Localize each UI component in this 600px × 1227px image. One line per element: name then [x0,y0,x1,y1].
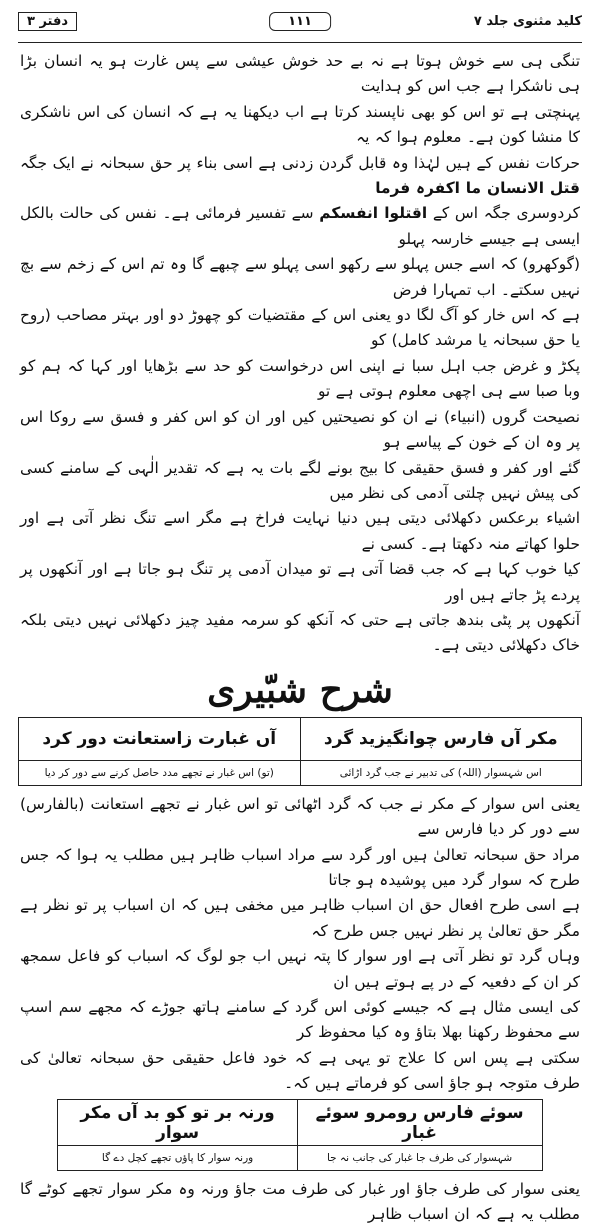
text-line: ہے کہ اس خار کو آگ لگا دو یعنی اس کے مقتضیات کو چھوڑ دو اور بہتر مصاحب (روح یا حق سبحانہ یا مرشد کامل) کو [20,306,580,350]
verse-table-1 [18,717,582,786]
paragraph-1 [18,49,582,659]
text-line: گئے اور کفر و فسق حقیقی کا بیج بونے لگے بات یہ ہے کہ تقدیر الٰہی کے سامنے کسی کی پیش نہیں چلتی آدمی کی نظر میں [20,458,580,502]
text-line: یعنی سوار کی طرف جاؤ اور غبار کی طرف مت جاؤ ورنہ وہ مکر سوار تجھے کوٹے گا مطلب یہ ہے کہ ان اسباب ظاہر [20,1179,580,1224]
text-line: کی ایسی مثال ہے کہ جیسے کوئی اس گرد کے سامنے ہاتھ جوڑے کہ مجھے سم اسپ سے محفوظ رکھنا بھلا بتاؤ وہ کیا محفوظ کر [20,998,580,1042]
section-label: دفتر ۳ [18,12,77,31]
verse-hemistich: سوئے فارس رومرو سوئے غبار [297,1099,542,1145]
text-line: کیا خوب کہا ہے کہ جب قضا آتی ہے تو میدان آدمی پر تنگ ہو جاتا ہے اور آنکھوں پر پردے پڑ جاتے ہیں اور [20,560,580,604]
text-line: اشیاء برعکس دکھلائی دیتی ہیں دنیا نہایت فراخ ہے مگر اسے تنگ نظر آتی ہے اور حلوا کھاتے منہ دکھتا ہے۔ کسی نے [20,509,580,553]
verse-table-2 [57,1099,542,1171]
text-line: یعنی اس سوار کے مکر نے جب کہ گرد اٹھائی تو اس غبار نے تجھے استعانت (بالفارس) سے دور کر دیا فارس سے [20,794,580,839]
text-line: حرکات نفس کے ہیں لہٰذا وہ قابل گردن زدنی ہے اسی بناء پر حق سبحانہ نے ایک جگہ قتل الانسان ما اکفرہ فرما [20,153,580,198]
page-number: ۱۱۱ [269,12,331,31]
verse-hemistich: مکر آں فارس چوانگیزید گرد [300,717,581,760]
text-line: آنکھوں پر پٹی بندھ جاتی ہے حتی کہ آنکھ کو سرمہ مفید چیز دکھلائی نہیں دیتی بلکہ خاک دکھلائی دیتی ہے۔ [20,610,580,655]
page-header [18,8,582,43]
verse-hemistich: ورنہ بر تو کو بد آں مکر سوار [58,1099,297,1145]
verse-translation: شہسوار کی طرف جا غبار کی جانب نہ جا [297,1145,542,1170]
paragraph-2 [18,792,582,1097]
text-line: وہاں گرد تو نظر آتی ہے اور سوار کا پتہ نہیں اب جو لوگ کہ اسباب کو فاعل سمجھ کر ان کے دفعیہ کے در پے ہوتے ہیں ان [20,947,580,991]
text-line: ہے اسی طرح افعال حق ان اسباب ظاہر میں مخفی ہیں کہ ان اسباب پر تو نظر ہے مگر حق تعالیٰ پر نظر نہیں جس طرح کہ [20,896,580,940]
verse-hemistich: آں غبارت زاستعانت دور کرد [19,717,301,760]
quran-phrase: اقتلوا انفسکم [319,204,428,223]
text-line: مراد حق سبحانہ تعالیٰ ہیں اور گرد سے مراد اسباب ظاہر ہیں مطلب یہ ہوا کہ جس طرح کہ سوار گرد میں پوشیدہ ہو جاتا [20,845,580,889]
verse-translation: ورنہ سوار کا پاؤں تجھے کچل دے گا [58,1145,297,1170]
verse-translation: اس شہسوار (اللہ) کی تدبیر نے جب گرد اڑائی [300,760,581,785]
book-page [18,8,582,1224]
text-line: کردوسری جگہ اس کے اقتلوا انفسکم سے تفسیر فرمائی ہے۔ نفس کی حالت بالکل ایسی ہے جیسے خارسہ پہلو [20,204,580,248]
book-title: کلید مثنوی جلد ۷ [473,14,582,29]
paragraph-3 [18,1177,582,1227]
verse-translation: (تو) اس غبار نے تجھے مدد حاصل کرنے سے دور کر دیا [19,760,301,785]
quran-phrase: قتل الانسان ما اکفرہ فرما [375,179,580,198]
text-line: تنگی ہی سے خوش ہوتا ہے نہ بے حد خوش عیشی سے پس غارت ہو یہ انسان بڑا ہی ناشکرا ہے جب اس کو ہدایت [20,52,580,96]
section-title: شرح شبّیری [207,668,393,711]
text-line: پکڑ و غرض جب اہل سبا نے اپنی اس درخواست کو حد سے بڑھایا اور کہا کہ ہم کو وبا صبا سے ہی اچھی معلوم ہوتی ہے تو [20,356,580,401]
text-line: پہنچتی ہے تو اس کو بھی ناپسند کرتا ہے اب دیکھنا یہ ہے کہ انسان کی اس ناشکری کا منشا کون ہے۔ معلوم ہوا کہ یہ [20,102,580,147]
text-line: سکتی ہے پس اس کا علاج تو یہی ہے کہ خود فاعل حقیقی حق سبحانہ تعالیٰ کی طرف متوجہ ہو جاؤ اسی کو فرماتے ہیں کہ۔ [20,1048,580,1093]
text-line: (گوکھرو) کہ اسے جس پہلو سے رکھو اسی پہلو سے چبھے گا وہ تم اس کے زخم سے بچ نہیں سکتے۔ اب تمہارا فرض [20,255,580,299]
text-line: نصیحت گروں (انبیاء) نے ان کو نصیحتیں کیں اور ان کو اس کفر و فسق سے روکا اس پر وہ ان کے خون کے پیاسے ہو [20,407,580,452]
